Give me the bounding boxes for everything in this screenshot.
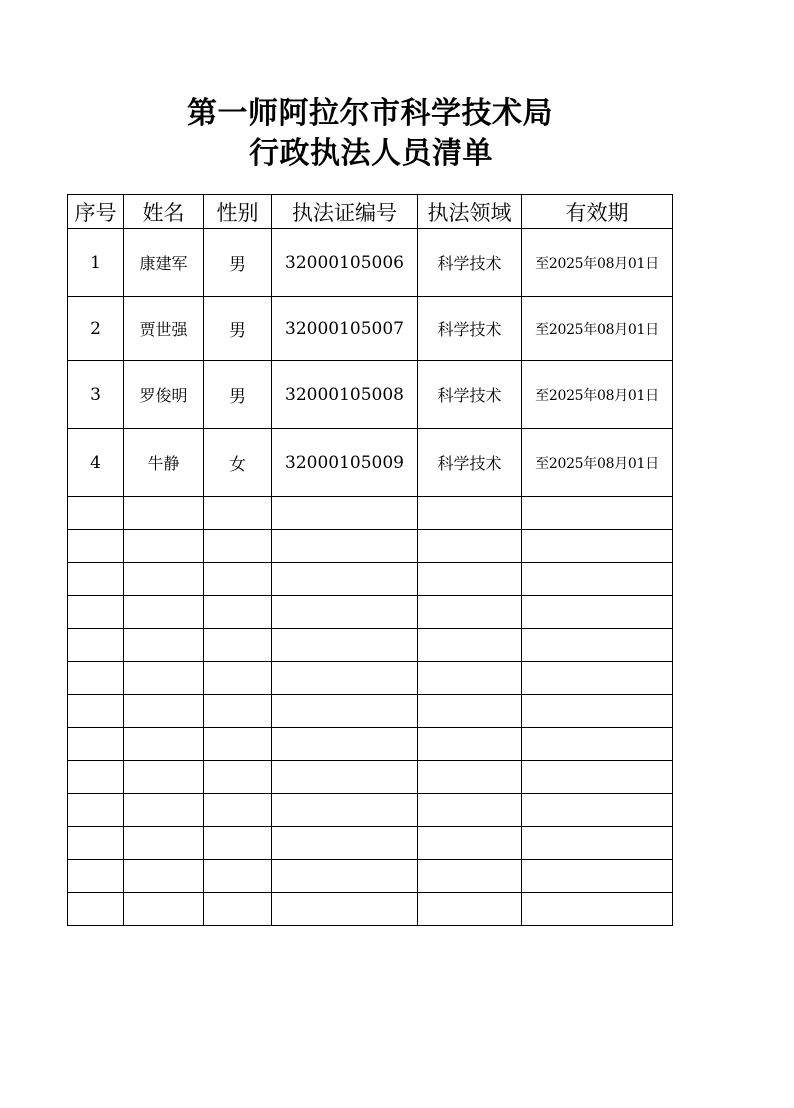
header-number: 序号 bbox=[68, 195, 124, 229]
empty-cell bbox=[204, 860, 272, 893]
empty-cell bbox=[204, 662, 272, 695]
empty-cell bbox=[522, 596, 673, 629]
empty-row bbox=[68, 695, 673, 728]
cell-number: 1 bbox=[68, 229, 124, 297]
document-subtitle: 行政执法人员清单 bbox=[249, 136, 493, 171]
empty-cell bbox=[204, 761, 272, 794]
cell-domain: 科学技术 bbox=[418, 297, 522, 361]
empty-cell bbox=[124, 827, 204, 860]
empty-row bbox=[68, 629, 673, 662]
empty-cell bbox=[124, 662, 204, 695]
empty-cell bbox=[522, 827, 673, 860]
empty-cell bbox=[204, 497, 272, 530]
empty-cell bbox=[124, 497, 204, 530]
empty-cell bbox=[204, 695, 272, 728]
empty-cell bbox=[272, 629, 418, 662]
empty-cell bbox=[272, 827, 418, 860]
table-row bbox=[68, 229, 673, 297]
empty-cell bbox=[522, 629, 673, 662]
empty-cell bbox=[418, 794, 522, 827]
table-row bbox=[68, 429, 673, 497]
empty-cell bbox=[418, 761, 522, 794]
empty-cell bbox=[124, 530, 204, 563]
cell-gender: 男 bbox=[204, 297, 272, 361]
table-row bbox=[68, 297, 673, 361]
empty-cell bbox=[124, 563, 204, 596]
cell-number: 3 bbox=[68, 361, 124, 429]
empty-cell bbox=[204, 827, 272, 860]
empty-cell bbox=[418, 563, 522, 596]
empty-cell bbox=[418, 827, 522, 860]
document-title: 第一师阿拉尔市科学技术局 bbox=[187, 96, 553, 131]
empty-cell bbox=[68, 695, 124, 728]
empty-cell bbox=[68, 794, 124, 827]
cell-name: 贾世强 bbox=[124, 297, 204, 361]
empty-cell bbox=[522, 563, 673, 596]
empty-cell bbox=[68, 497, 124, 530]
empty-cell bbox=[272, 563, 418, 596]
cell-domain: 科学技术 bbox=[418, 429, 522, 497]
cell-cert-number: 32000105009 bbox=[272, 429, 418, 497]
empty-cell bbox=[418, 530, 522, 563]
empty-row bbox=[68, 761, 673, 794]
empty-cell bbox=[204, 530, 272, 563]
cell-gender: 女 bbox=[204, 429, 272, 497]
empty-cell bbox=[522, 662, 673, 695]
empty-cell bbox=[418, 860, 522, 893]
empty-cell bbox=[68, 662, 124, 695]
empty-cell bbox=[418, 695, 522, 728]
empty-cell bbox=[68, 596, 124, 629]
cell-cert-number: 32000105008 bbox=[272, 361, 418, 429]
cell-validity: 至2025年08月01日 bbox=[522, 361, 673, 429]
empty-row bbox=[68, 728, 673, 761]
cell-name: 牛静 bbox=[124, 429, 204, 497]
header-gender: 性别 bbox=[204, 195, 272, 229]
cell-domain: 科学技术 bbox=[418, 361, 522, 429]
empty-row bbox=[68, 530, 673, 563]
empty-row bbox=[68, 827, 673, 860]
empty-row bbox=[68, 662, 673, 695]
empty-cell bbox=[522, 893, 673, 926]
empty-cell bbox=[204, 893, 272, 926]
personnel-table bbox=[67, 194, 673, 926]
empty-cell bbox=[272, 596, 418, 629]
cell-validity: 至2025年08月01日 bbox=[522, 229, 673, 297]
empty-cell bbox=[204, 629, 272, 662]
cell-cert-number: 32000105007 bbox=[272, 297, 418, 361]
cell-number: 2 bbox=[68, 297, 124, 361]
empty-row bbox=[68, 563, 673, 596]
table-row bbox=[68, 361, 673, 429]
cell-cert-number: 32000105006 bbox=[272, 229, 418, 297]
empty-cell bbox=[68, 629, 124, 662]
empty-cell bbox=[522, 497, 673, 530]
empty-cell bbox=[204, 728, 272, 761]
empty-cell bbox=[418, 662, 522, 695]
empty-row bbox=[68, 794, 673, 827]
empty-cell bbox=[68, 563, 124, 596]
cell-validity: 至2025年08月01日 bbox=[522, 297, 673, 361]
empty-cell bbox=[124, 629, 204, 662]
cell-validity: 至2025年08月01日 bbox=[522, 429, 673, 497]
empty-cell bbox=[204, 794, 272, 827]
empty-cell bbox=[68, 728, 124, 761]
cell-number: 4 bbox=[68, 429, 124, 497]
empty-cell bbox=[68, 530, 124, 563]
empty-cell bbox=[418, 893, 522, 926]
empty-cell bbox=[272, 761, 418, 794]
empty-cell bbox=[68, 860, 124, 893]
empty-cell bbox=[124, 695, 204, 728]
empty-row bbox=[68, 893, 673, 926]
empty-cell bbox=[272, 530, 418, 563]
empty-cell bbox=[272, 662, 418, 695]
empty-cell bbox=[272, 728, 418, 761]
empty-row bbox=[68, 596, 673, 629]
empty-cell bbox=[68, 827, 124, 860]
empty-cell bbox=[204, 596, 272, 629]
empty-cell bbox=[522, 761, 673, 794]
empty-cell bbox=[418, 728, 522, 761]
empty-cell bbox=[272, 794, 418, 827]
empty-cell bbox=[418, 497, 522, 530]
empty-cell bbox=[124, 761, 204, 794]
cell-name: 罗俊明 bbox=[124, 361, 204, 429]
cell-gender: 男 bbox=[204, 361, 272, 429]
empty-cell bbox=[522, 794, 673, 827]
empty-cell bbox=[272, 893, 418, 926]
empty-cell bbox=[522, 860, 673, 893]
empty-cell bbox=[418, 629, 522, 662]
empty-cell bbox=[68, 761, 124, 794]
cell-domain: 科学技术 bbox=[418, 229, 522, 297]
empty-cell bbox=[522, 695, 673, 728]
header-domain: 执法领域 bbox=[418, 195, 522, 229]
cell-name: 康建军 bbox=[124, 229, 204, 297]
empty-cell bbox=[124, 893, 204, 926]
empty-cell bbox=[522, 530, 673, 563]
empty-row bbox=[68, 497, 673, 530]
table-header-row bbox=[68, 195, 673, 229]
empty-cell bbox=[272, 497, 418, 530]
cell-gender: 男 bbox=[204, 229, 272, 297]
header-name: 姓名 bbox=[124, 195, 204, 229]
header-validity: 有效期 bbox=[522, 195, 673, 229]
empty-cell bbox=[124, 794, 204, 827]
empty-cell bbox=[272, 695, 418, 728]
empty-cell bbox=[124, 596, 204, 629]
empty-cell bbox=[418, 596, 522, 629]
empty-cell bbox=[68, 893, 124, 926]
empty-cell bbox=[124, 860, 204, 893]
header-cert-number: 执法证编号 bbox=[272, 195, 418, 229]
empty-cell bbox=[272, 860, 418, 893]
empty-cell bbox=[204, 563, 272, 596]
empty-cell bbox=[124, 728, 204, 761]
empty-row bbox=[68, 860, 673, 893]
empty-cell bbox=[522, 728, 673, 761]
